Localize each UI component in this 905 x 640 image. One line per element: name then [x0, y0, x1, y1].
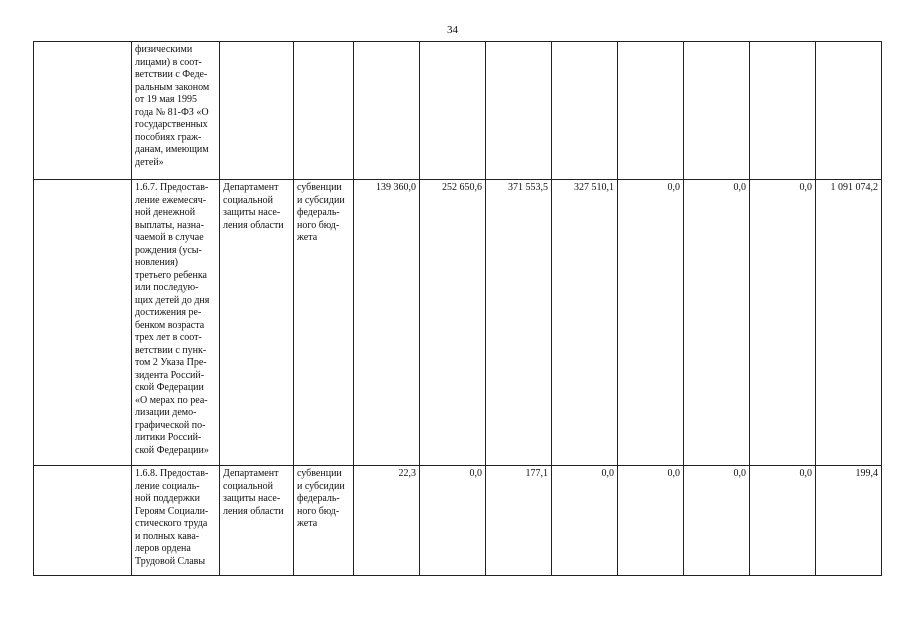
value-cell: 0,0	[420, 466, 486, 576]
description-cell: 1.6.7. Предостав- ление ежемесяч- ной денежной выплаты, назна- чаемой в случае рождения (усы- новления) третьего ребенка или последую- щих детей до дня достижения ре- бенком возраста трех лет в соот- ветствии с пунк- том 2 Указа Пре- зидента Россий- ской Федерации «О мерах по реа- лизации демо- графической по- литики Россий- ской Федерации»	[132, 180, 220, 466]
department-cell: Департамент социальной защиты насе- ления области	[220, 466, 294, 576]
value-cell	[684, 42, 750, 180]
value-cell: 0,0	[750, 466, 816, 576]
funding-source-cell: субвенции и субсидии федераль- ного бюд- жета	[294, 466, 354, 576]
department-cell: Департамент социальной защиты насе- ления области	[220, 180, 294, 466]
value-cell: 0,0	[618, 180, 684, 466]
total-cell: 1 091 074,2	[816, 180, 882, 466]
value-cell	[552, 42, 618, 180]
description-cell: 1.6.8. Предостав- ление социаль- ной поддержки Героям Социали- стического труда и полных кава- леров ордена Трудовой Славы	[132, 466, 220, 576]
value-cell: 0,0	[684, 180, 750, 466]
empty-cell	[34, 466, 132, 576]
table-row	[34, 466, 882, 576]
value-cell	[750, 42, 816, 180]
funding-source-cell	[294, 42, 354, 180]
value-cell	[618, 42, 684, 180]
empty-cell	[34, 180, 132, 466]
funding-source-cell: субвенции и субсидии федераль- ного бюд- жета	[294, 180, 354, 466]
total-cell: 199,4	[816, 466, 882, 576]
value-cell: 0,0	[750, 180, 816, 466]
empty-cell	[34, 42, 132, 180]
page-number: 34	[447, 24, 458, 36]
table-row	[34, 180, 882, 466]
value-cell: 139 360,0	[354, 180, 420, 466]
value-cell: 327 510,1	[552, 180, 618, 466]
value-cell: 0,0	[552, 466, 618, 576]
program-table	[33, 41, 882, 576]
value-cell: 0,0	[684, 466, 750, 576]
description-cell: физическими лицами) в соот- ветствии с Феде- ральным законом от 19 мая 1995 года № 81-ФЗ «О государственных пособиях граж- данам, имеющим детей»	[132, 42, 220, 180]
value-cell: 22,3	[354, 466, 420, 576]
value-cell: 177,1	[486, 466, 552, 576]
value-cell: 371 553,5	[486, 180, 552, 466]
value-cell	[420, 42, 486, 180]
table-row	[34, 42, 882, 180]
value-cell: 252 650,6	[420, 180, 486, 466]
department-cell	[220, 42, 294, 180]
value-cell: 0,0	[618, 466, 684, 576]
value-cell	[486, 42, 552, 180]
value-cell	[354, 42, 420, 180]
total-cell	[816, 42, 882, 180]
